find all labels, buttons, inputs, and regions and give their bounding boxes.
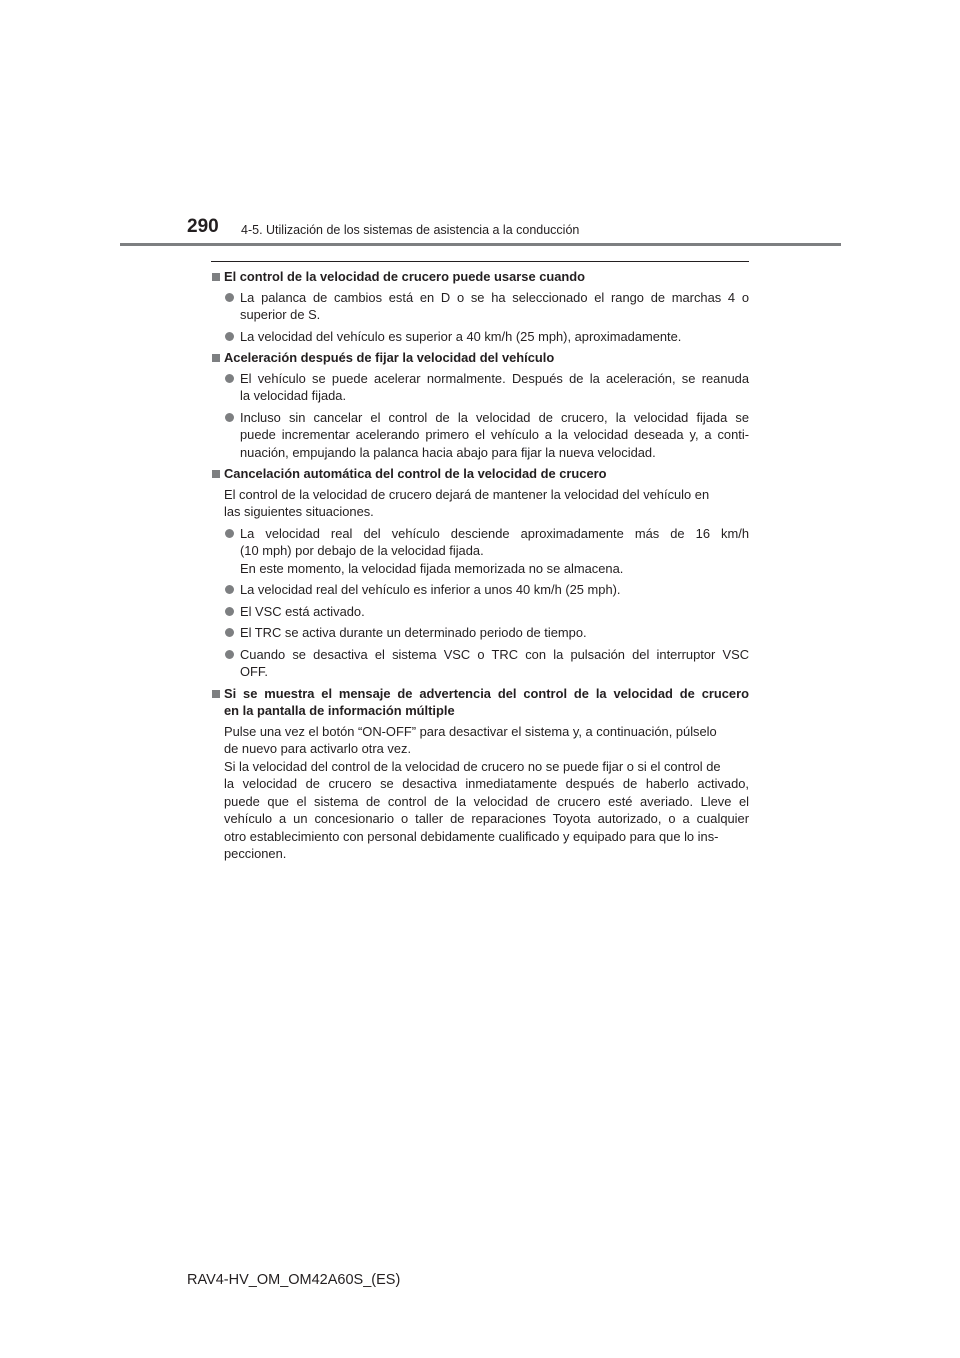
list-item-line: nuación, empujando la palanca hacia abajo para fijar la nueva velocidad. (240, 444, 656, 460)
topic-warning-message (211, 685, 749, 863)
paragraph (211, 723, 749, 758)
topic-heading-text: Cancelación automática del control de la velocidad de crucero (224, 466, 607, 481)
topic-heading (211, 349, 749, 367)
paragraph-line: El control de la velocidad de crucero dejará de mantener la velocidad del vehículo en (224, 486, 710, 502)
list-item-line: En este momento, la velocidad fijada memorizada no se almacena. (240, 560, 624, 576)
topic-heading (211, 268, 749, 286)
list-item (211, 624, 749, 642)
circle-bullet-icon (225, 585, 234, 594)
topic-heading-text: en la pantalla de información múltiple (224, 703, 455, 718)
list-item-line: OFF. (240, 664, 268, 679)
paragraph-line: puede que el sistema de control de la velocidad de crucero esté averiado. Lleve el (224, 793, 749, 809)
paragraph-line: las siguientes situaciones. (224, 504, 374, 519)
list-item-line: Incluso sin cancelar el control de la velocidad de crucero, la velocidad fijada se (240, 409, 749, 425)
topic-cruise-usable (211, 268, 749, 345)
header-rule (120, 243, 841, 246)
topic-heading (211, 465, 749, 483)
paragraph-line: Si la velocidad del control de la velocidad de crucero no se puede fijar o si el control de (224, 758, 721, 774)
list-item-line: La velocidad real del vehículo es inferior a unos 40 km/h (25 mph). (240, 582, 621, 597)
list-item (211, 646, 749, 681)
circle-bullet-icon (225, 628, 234, 637)
paragraph-line: Pulse una vez el botón “ON-OFF” para desactivar el sistema y, a continuación, púlselo (224, 723, 717, 739)
paragraph-line: de nuevo para activarlo otra vez. (224, 741, 412, 756)
list-item-line: El vehículo se puede acelerar normalmente. Después de la aceleración, se reanuda (240, 370, 749, 386)
list-item-line: puede incrementar acelerando primero el vehículo a la velocidad deseada y, a conti- (240, 427, 749, 442)
list-item (211, 603, 749, 621)
list-item-line: La palanca de cambios está en D o se ha seleccionado el rango de marchas 4 o (240, 289, 749, 305)
square-bullet-icon (212, 273, 220, 281)
circle-bullet-icon (225, 374, 234, 383)
circle-bullet-icon (225, 607, 234, 616)
list-item-line: Cuando se desactiva el sistema VSC o TRC con la pulsación del interruptor VSC (240, 646, 749, 662)
list-item-line: El TRC se activa durante un determinado periodo de tiempo. (240, 625, 587, 640)
topic-heading-text: Aceleración después de fijar la velocidad del vehículo (224, 350, 555, 365)
topic-heading-text: Si se muestra el mensaje de advertencia del control de la velocidad de crucero (224, 685, 749, 701)
section-title: 4-5. Utilización de los sistemas de asistencia a la conducción (241, 223, 580, 237)
circle-bullet-icon (225, 650, 234, 659)
list-item-line: superior de S. (240, 307, 321, 322)
paragraph-line: la velocidad de crucero se desactiva inmediatamente después de haberlo activado, (224, 776, 749, 791)
list-item-line: La velocidad del vehículo es superior a 40 km/h (25 mph), aproximadamente. (240, 328, 682, 344)
topic-acceleration (211, 349, 749, 461)
square-bullet-icon (212, 354, 220, 362)
list-item (211, 370, 749, 405)
topic-heading (211, 685, 749, 720)
list-item (211, 328, 749, 346)
square-bullet-icon (212, 470, 220, 478)
list-item (211, 289, 749, 324)
content-rule (211, 261, 749, 262)
circle-bullet-icon (225, 332, 234, 341)
list-item-line: la velocidad fijada. (240, 388, 347, 403)
circle-bullet-icon (225, 293, 234, 302)
list-item-line: El VSC está activado. (240, 603, 365, 619)
paragraph-line: peccionen. (224, 846, 287, 861)
topic-heading-text: El control de la velocidad de crucero puede usarse cuando (224, 269, 586, 284)
page-number: 290 (187, 216, 219, 237)
topic-auto-cancel (211, 465, 749, 681)
square-bullet-icon (212, 690, 220, 698)
list-item-line: (10 mph) por debajo de la velocidad fijada. (240, 543, 484, 558)
paragraph-line: vehículo a un concesionario o taller de reparaciones Toyota autorizado, o a cualquier (224, 811, 749, 826)
list-item-line: La velocidad real del vehículo desciende aproximadamente más de 16 km/h (240, 525, 749, 541)
paragraph-line: otro establecimiento con personal debidamente cualificado y equipado para que lo ins- (224, 828, 719, 844)
paragraph (211, 486, 749, 521)
manual-code: RAV4-HV_OM_OM42A60S_(ES) (187, 1272, 401, 1288)
list-item (211, 525, 749, 578)
paragraph (211, 758, 749, 863)
circle-bullet-icon (225, 529, 234, 538)
list-item (211, 581, 749, 599)
list-item (211, 409, 749, 462)
circle-bullet-icon (225, 413, 234, 422)
page-content (211, 268, 749, 867)
